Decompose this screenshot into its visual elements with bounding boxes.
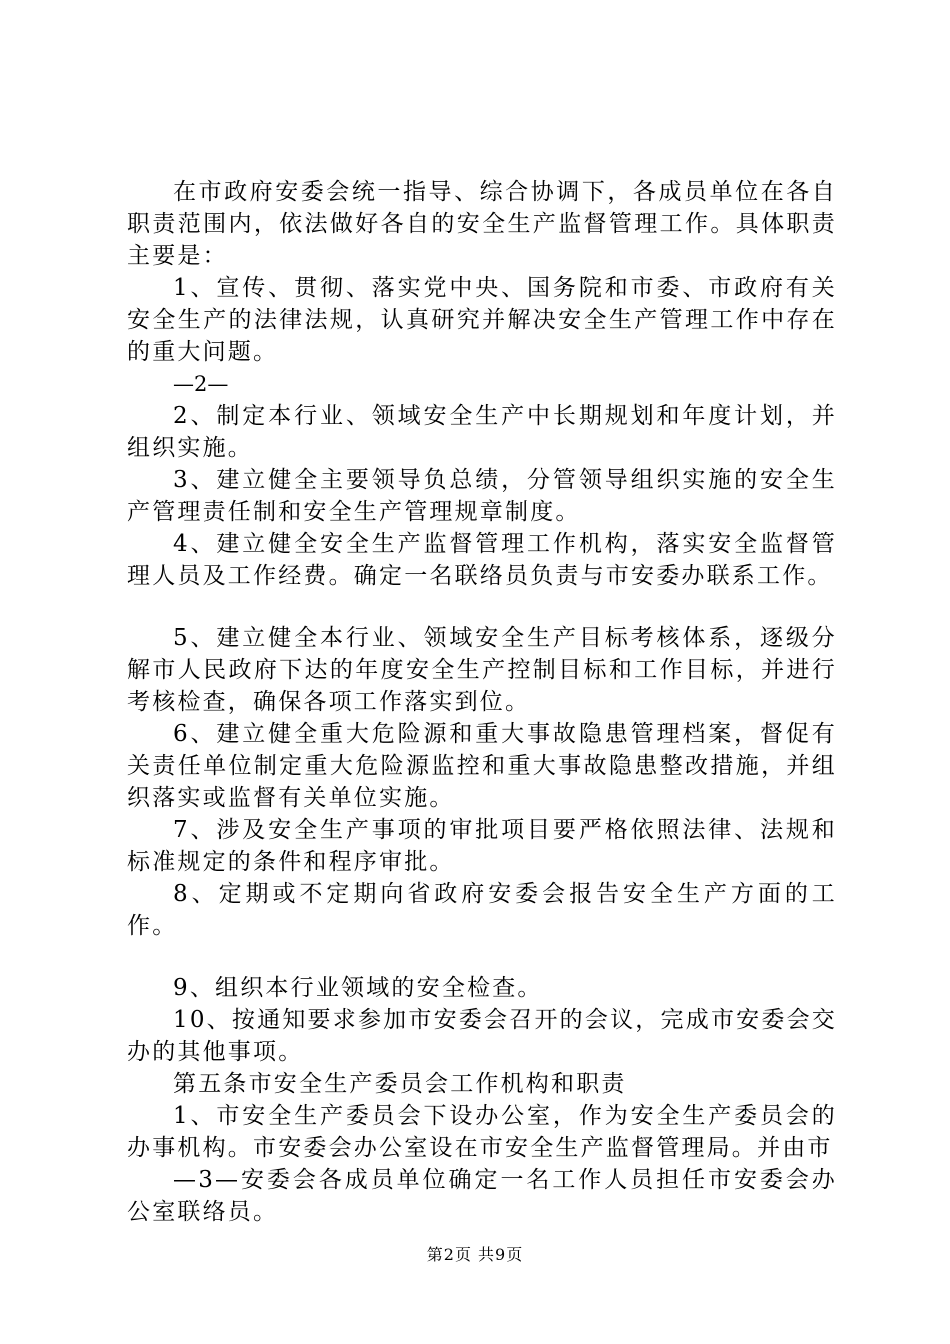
paragraph-office-1: 1、市安全生产委员会下设办公室，作为安全生产委员会的办事机构。市安委会办公室设在市安全生产监督管理局。并由市 xyxy=(127,1103,837,1161)
article-heading: 第五条市安全生产委员会工作机构和职责 xyxy=(173,1071,627,1097)
paragraph-office-liaison: —3—安委会各成员单位确定一名工作人员担任市安委会办公室联络员。 xyxy=(127,1167,837,1225)
page-footer: 第2页 共9页 xyxy=(426,1245,524,1264)
paragraph-item-10: 10、按通知要求参加市安委会召开的会议，完成市安委会交办的其他事项。 xyxy=(127,1007,837,1065)
paragraph-item-6: 6、建立健全重大危险源和重大事故隐患管理档案，督促有关责任单位制定重大危险源监控和重大事故隐患整改措施，并组织落实或监督有关单位实施。 xyxy=(127,721,837,811)
paragraph-item-3: 3、建立健全主要领导负总绩，分管领导组织实施的安全生产管理责任制和安全生产管理规章制度。 xyxy=(127,467,837,525)
paragraph-item-2: 2、制定本行业、领域安全生产中长期规划和年度计划，并组织实施。 xyxy=(127,403,837,461)
paragraph-item-4: 4、建立健全安全生产监督管理工作机构，落实安全监督管理人员及工作经费。确定一名联络员负责与市安委办联系工作。 xyxy=(127,531,837,589)
paragraph-item-1: 1、宣传、贯彻、落实党中央、国务院和市委、市政府有关安全生产的法律法规，认真研究并解决安全生产管理工作中存在的重大问题。 xyxy=(127,275,837,365)
paragraph-item-8: 8、定期或不定期向省政府安委会报告安全生产方面的工作。 xyxy=(127,881,837,939)
paragraph-item-9: 9、组织本行业领域的安全检查。 xyxy=(173,975,543,1001)
paragraph-item-7: 7、涉及安全生产事项的审批项目要严格依照法律、法规和标准规定的条件和程序审批。 xyxy=(127,817,837,875)
paragraph-item-5: 5、建立健全本行业、领域安全生产目标考核体系，逐级分解市人民政府下达的年度安全生产控制目标和工作目标，并进行考核检查，确保各项工作落实到位。 xyxy=(127,625,837,715)
document-body xyxy=(127,176,837,1228)
inline-page-marker: —2— xyxy=(173,372,229,396)
paragraph-intro: 在市政府安委会统一指导、综合协调下，各成员单位在各自职责范围内，依法做好各自的安全生产监督管理工作。具体职责主要是： xyxy=(127,179,837,269)
